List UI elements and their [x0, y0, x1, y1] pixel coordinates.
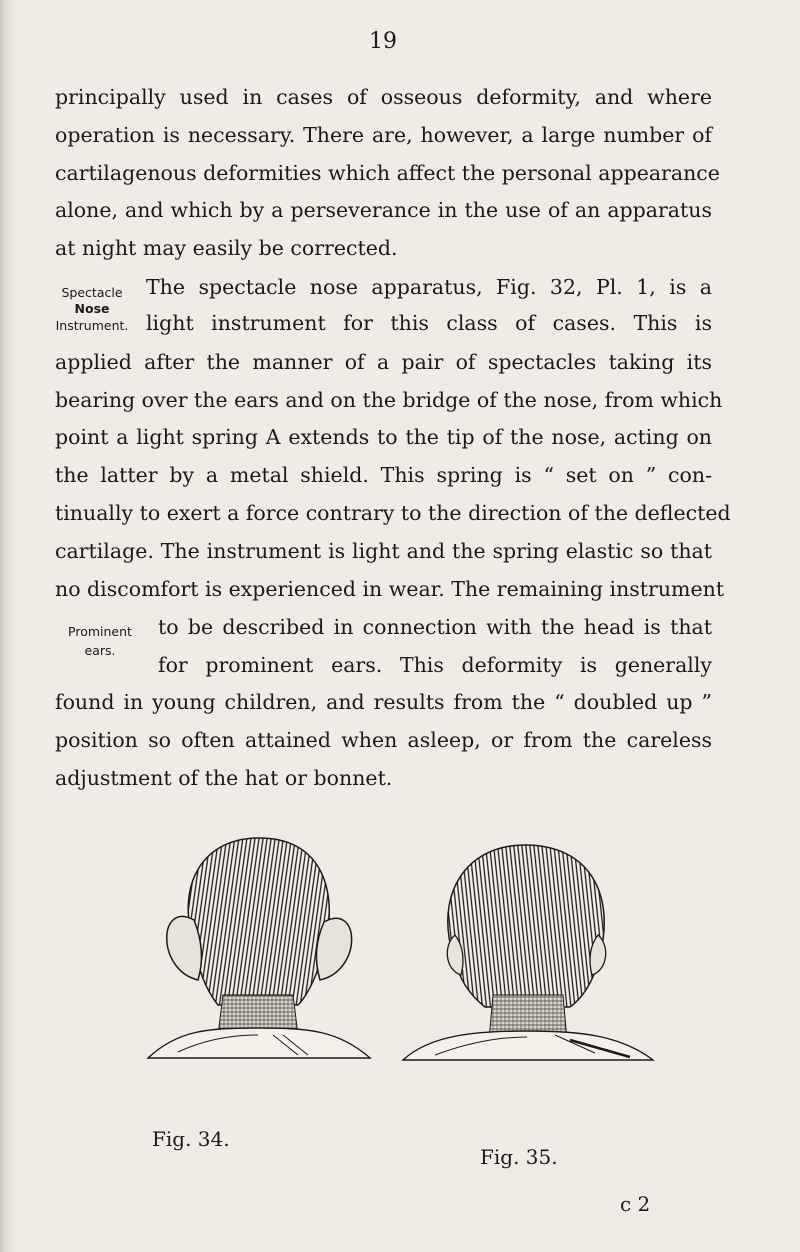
text-line: point a light spring A extends to the tip of the nose, acting on — [55, 425, 712, 449]
marginal-note-spectacle: Spectacle — [61, 285, 123, 300]
text-line: principally used in cases of osseous deformity, and where — [55, 85, 712, 109]
text-line: no discomfort is experienced in wear. The remaining instrument — [55, 577, 725, 601]
text-line: the latter by a metal shield. This spring is “ set on ” con- — [55, 463, 712, 487]
text-line: bearing over the ears and on the bridge of the nose, from which — [55, 388, 723, 412]
text-line: applied after the manner of a pair of spectacles taking its — [55, 350, 712, 374]
page-number: 19 — [369, 29, 397, 54]
text-line: adjustment of the hat or bonnet. — [55, 766, 393, 790]
text-line: operation is necessary. There are, however, a large number of — [55, 123, 712, 147]
page-binding-edge — [0, 0, 14, 1252]
text-line: alone, and which by a perseverance in the use of an apparatus — [55, 198, 712, 222]
figure-34-caption: Fig. 34. — [152, 1127, 230, 1151]
marginal-note-ears: ears. — [84, 643, 116, 658]
text-line: The spectacle nose apparatus, Fig. 32, Pl. 1, is a — [146, 275, 712, 299]
text-line: found in young children, and results from the “ doubled up ” — [55, 690, 712, 714]
marginal-note-prominent: Prominent — [68, 624, 132, 639]
marginal-note-instrument: Instrument. — [55, 318, 129, 333]
text-line: cartilagenous deformities which affect the personal appearance — [55, 161, 720, 185]
signature-mark: c 2 — [620, 1192, 651, 1216]
text-line: cartilage. The instrument is light and the spring elastic so that — [55, 539, 712, 563]
text-line: at night may easily be corrected. — [55, 236, 398, 260]
figure-34-illustration — [138, 830, 378, 1065]
marginal-note-nose: Nose — [74, 301, 110, 316]
text-line: position so often attained when asleep, or from the careless — [55, 728, 712, 752]
text-line: tinually to exert a force contrary to the direction of the deflected — [55, 501, 731, 525]
text-line: to be described in connection with the head is that — [158, 615, 712, 639]
figure-35-illustration — [395, 835, 660, 1070]
figure-35-caption: Fig. 35. — [480, 1145, 558, 1169]
text-line: for prominent ears. This deformity is generally — [158, 653, 712, 677]
text-line: light instrument for this class of cases. This is — [146, 311, 712, 335]
